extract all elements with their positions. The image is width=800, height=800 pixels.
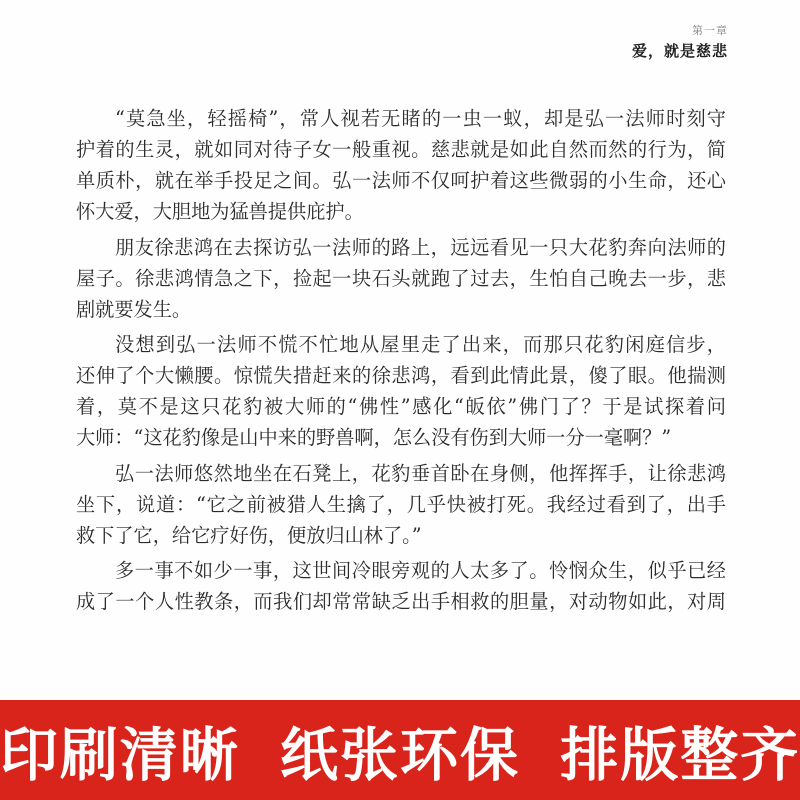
paragraph	[76, 232, 726, 325]
promo-banner	[0, 700, 800, 800]
paragraph	[76, 103, 726, 227]
text-line: 剧就要发生。	[76, 297, 192, 321]
text-line: 没想到弘一法师不慌不忙地从屋里走了出来，而那只花豹闲庭信步，	[115, 333, 726, 356]
text-line: 弘一法师悠然地坐在石凳上，花豹垂首卧在身侧，他挥挥手，让徐悲鸿	[115, 461, 726, 485]
text-line: 多一事不如少一事，这世间冷眼旁观的人太多了。怜悯众生，似乎已经	[115, 559, 726, 582]
chapter-label: 第一章	[692, 24, 728, 37]
text-line: 成了一个人性教条，而我们却常常缺乏出手相救的胆量，对动物如此，对周	[76, 590, 726, 613]
chapter-title: 爱，就是慈悲	[631, 42, 728, 60]
text-line: 大师：“这花豹像是山中来的野兽啊，怎么没有伤到大师一分一毫啊？”	[76, 426, 672, 449]
text-line: 坐下，说道：“它之前被猎人生擒了，几乎快被打死。我经过看到了，出手	[76, 492, 726, 516]
body-text	[76, 103, 726, 617]
paragraph	[76, 458, 726, 551]
paragraph	[76, 555, 726, 617]
promo-banner-text: 印刷清晰 纸张环保 排版整齐	[0, 721, 800, 789]
text-line: 单质朴，就在举手投足之间。弘一法师不仅呵护着这些微弱的小生命，还心	[76, 169, 726, 192]
text-line: 怀大爱，大胆地为猛兽提供庇护。	[76, 200, 364, 223]
text-line: 救下了它，给它疗好伤，便放归山林了。”	[76, 523, 422, 547]
text-line: “莫急坐，轻摇椅”，常人视若无睹的一虫一蚁，却是弘一法师时刻守	[115, 107, 726, 130]
text-line: 还伸了个大懒腰。惊慌失措赶来的徐悲鸿，看到此情此景，傻了眼。他揣测	[76, 364, 726, 387]
text-line: 朋友徐悲鸿在去探访弘一法师的路上，远远看见一只大花豹奔向法师的	[115, 235, 726, 259]
text-line: 护着的生灵，就如同对待子女一般重视。慈悲就是如此自然而然的行为，简	[76, 138, 726, 161]
text-line: 屋子。徐悲鸿情急之下，捡起一块石头就跑了过去，生怕自己晚去一步，悲	[76, 266, 726, 290]
paragraph	[76, 329, 726, 453]
text-line: 着，莫不是这只花豹被大师的“佛性”感化“皈依”佛门了？于是试探着问	[76, 395, 726, 418]
running-header	[632, 24, 728, 62]
